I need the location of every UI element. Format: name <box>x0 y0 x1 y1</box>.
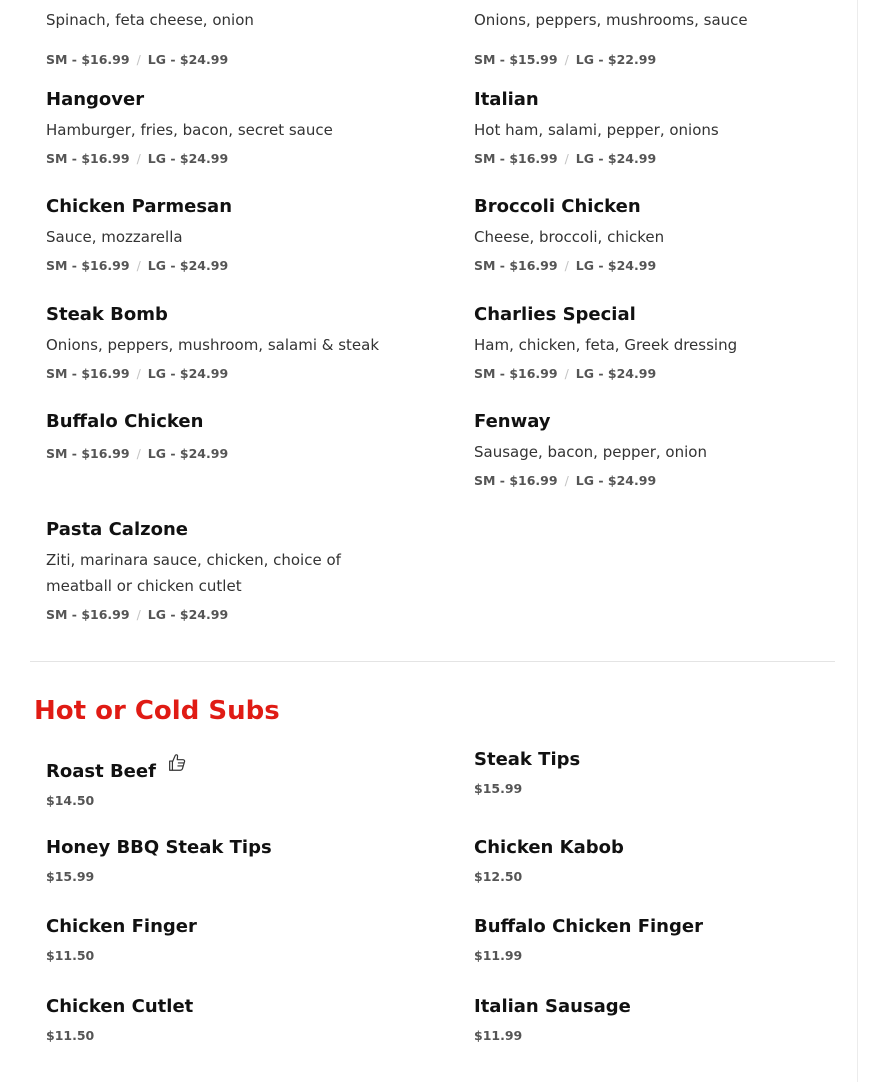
price-large: LG - $24.99 <box>147 366 229 381</box>
item-description: Onions, peppers, mushrooms, sauce <box>474 11 748 29</box>
item-name: Buffalo Chicken <box>46 411 204 432</box>
menu-item <box>474 996 854 1044</box>
item-name: Fenway <box>474 411 551 432</box>
price-separator: / <box>136 446 141 461</box>
price-small: SM - $16.99 <box>46 52 130 67</box>
item-name: Chicken Parmesan <box>46 196 233 217</box>
item-description: Hamburger, fries, bacon, secret sauce <box>46 121 333 139</box>
price-small: SM - $16.99 <box>474 366 558 381</box>
item-name: Buffalo Chicken Finger <box>474 916 703 937</box>
item-price: $15.99 <box>474 781 523 796</box>
item-price: $11.99 <box>474 1028 523 1043</box>
item-price: $11.50 <box>46 1028 95 1043</box>
item-name: Chicken Finger <box>46 916 197 937</box>
menu-item <box>474 411 854 489</box>
price-large: LG - $24.99 <box>575 473 657 488</box>
item-name: Roast Beef <box>46 761 156 782</box>
item-price: $11.50 <box>46 948 95 963</box>
item-name: Chicken Kabob <box>474 837 624 858</box>
item-price: $15.99 <box>46 869 95 884</box>
item-prices <box>474 52 854 68</box>
item-name-row <box>46 757 426 783</box>
menu-item <box>474 89 854 167</box>
menu-item <box>46 7 426 68</box>
price-large: LG - $24.99 <box>147 607 229 622</box>
item-description: Sausage, bacon, pepper, onion <box>474 443 707 461</box>
menu-item <box>474 304 854 382</box>
item-price: $11.99 <box>474 948 523 963</box>
item-prices <box>46 446 426 462</box>
menu-item <box>46 996 426 1044</box>
item-name: Italian <box>474 89 539 110</box>
price-small: SM - $16.99 <box>46 151 130 166</box>
item-prices <box>46 366 426 382</box>
price-separator: / <box>136 258 141 273</box>
price-large: LG - $22.99 <box>575 52 657 67</box>
item-description: Ham, chicken, feta, Greek dressing <box>474 336 738 354</box>
menu-item <box>46 837 426 885</box>
item-name: Honey BBQ Steak Tips <box>46 837 272 858</box>
menu-item <box>46 519 406 623</box>
price-separator: / <box>136 607 141 622</box>
item-prices <box>474 473 854 489</box>
price-small: SM - $16.99 <box>46 607 130 622</box>
price-small: SM - $16.99 <box>46 366 130 381</box>
item-prices <box>46 607 406 623</box>
price-large: LG - $24.99 <box>147 446 229 461</box>
item-description: Sauce, mozzarella <box>46 228 183 246</box>
menu-item <box>474 916 854 964</box>
item-prices <box>474 258 854 274</box>
menu-item <box>474 7 854 68</box>
menu-item <box>46 411 426 462</box>
item-description: Hot ham, salami, pepper, onions <box>474 121 719 139</box>
item-price: $14.50 <box>46 793 95 808</box>
price-small: SM - $16.99 <box>474 258 558 273</box>
price-separator: / <box>564 366 569 381</box>
item-price: $12.50 <box>474 869 523 884</box>
price-large: LG - $24.99 <box>147 151 229 166</box>
item-name: Broccoli Chicken <box>474 196 641 217</box>
page-edge <box>857 0 858 1082</box>
price-small: SM - $16.99 <box>46 446 130 461</box>
price-small: SM - $15.99 <box>474 52 558 67</box>
price-separator: / <box>136 366 141 381</box>
price-large: LG - $24.99 <box>575 151 657 166</box>
item-description: Ziti, marinara sauce, chicken, choice of meatball or chicken cutlet <box>46 551 341 595</box>
item-name: Italian Sausage <box>474 996 631 1017</box>
section-divider <box>30 661 835 662</box>
item-prices <box>46 151 426 167</box>
menu-item <box>474 837 854 885</box>
item-prices <box>46 258 426 274</box>
price-small: SM - $16.99 <box>474 473 558 488</box>
item-name: Pasta Calzone <box>46 519 188 540</box>
menu-item <box>46 916 426 964</box>
price-large: LG - $24.99 <box>575 258 657 273</box>
item-name: Charlies Special <box>474 304 636 325</box>
price-separator: / <box>564 258 569 273</box>
menu-item <box>474 196 854 274</box>
item-description: Spinach, feta cheese, onion <box>46 11 254 29</box>
price-small: SM - $16.99 <box>46 258 130 273</box>
menu-item <box>474 749 854 797</box>
thumbs-up-icon <box>166 751 188 773</box>
price-separator: / <box>564 52 569 67</box>
section-title: Hot or Cold Subs <box>34 696 280 726</box>
price-large: LG - $24.99 <box>147 258 229 273</box>
item-prices <box>474 151 854 167</box>
price-separator: / <box>564 473 569 488</box>
price-separator: / <box>564 151 569 166</box>
price-large: LG - $24.99 <box>575 366 657 381</box>
price-separator: / <box>136 52 141 67</box>
menu-item <box>46 753 426 809</box>
item-name: Steak Bomb <box>46 304 168 325</box>
item-name: Hangover <box>46 89 145 110</box>
item-prices <box>46 52 426 68</box>
price-small: SM - $16.99 <box>474 151 558 166</box>
item-description: Cheese, broccoli, chicken <box>474 228 665 246</box>
item-name: Steak Tips <box>474 749 581 770</box>
item-prices <box>474 366 854 382</box>
item-name: Chicken Cutlet <box>46 996 194 1017</box>
menu-item <box>46 89 426 167</box>
item-description: Onions, peppers, mushroom, salami & steak <box>46 336 380 354</box>
menu-item <box>46 196 426 274</box>
price-separator: / <box>136 151 141 166</box>
menu-item <box>46 304 426 382</box>
price-large: LG - $24.99 <box>147 52 229 67</box>
